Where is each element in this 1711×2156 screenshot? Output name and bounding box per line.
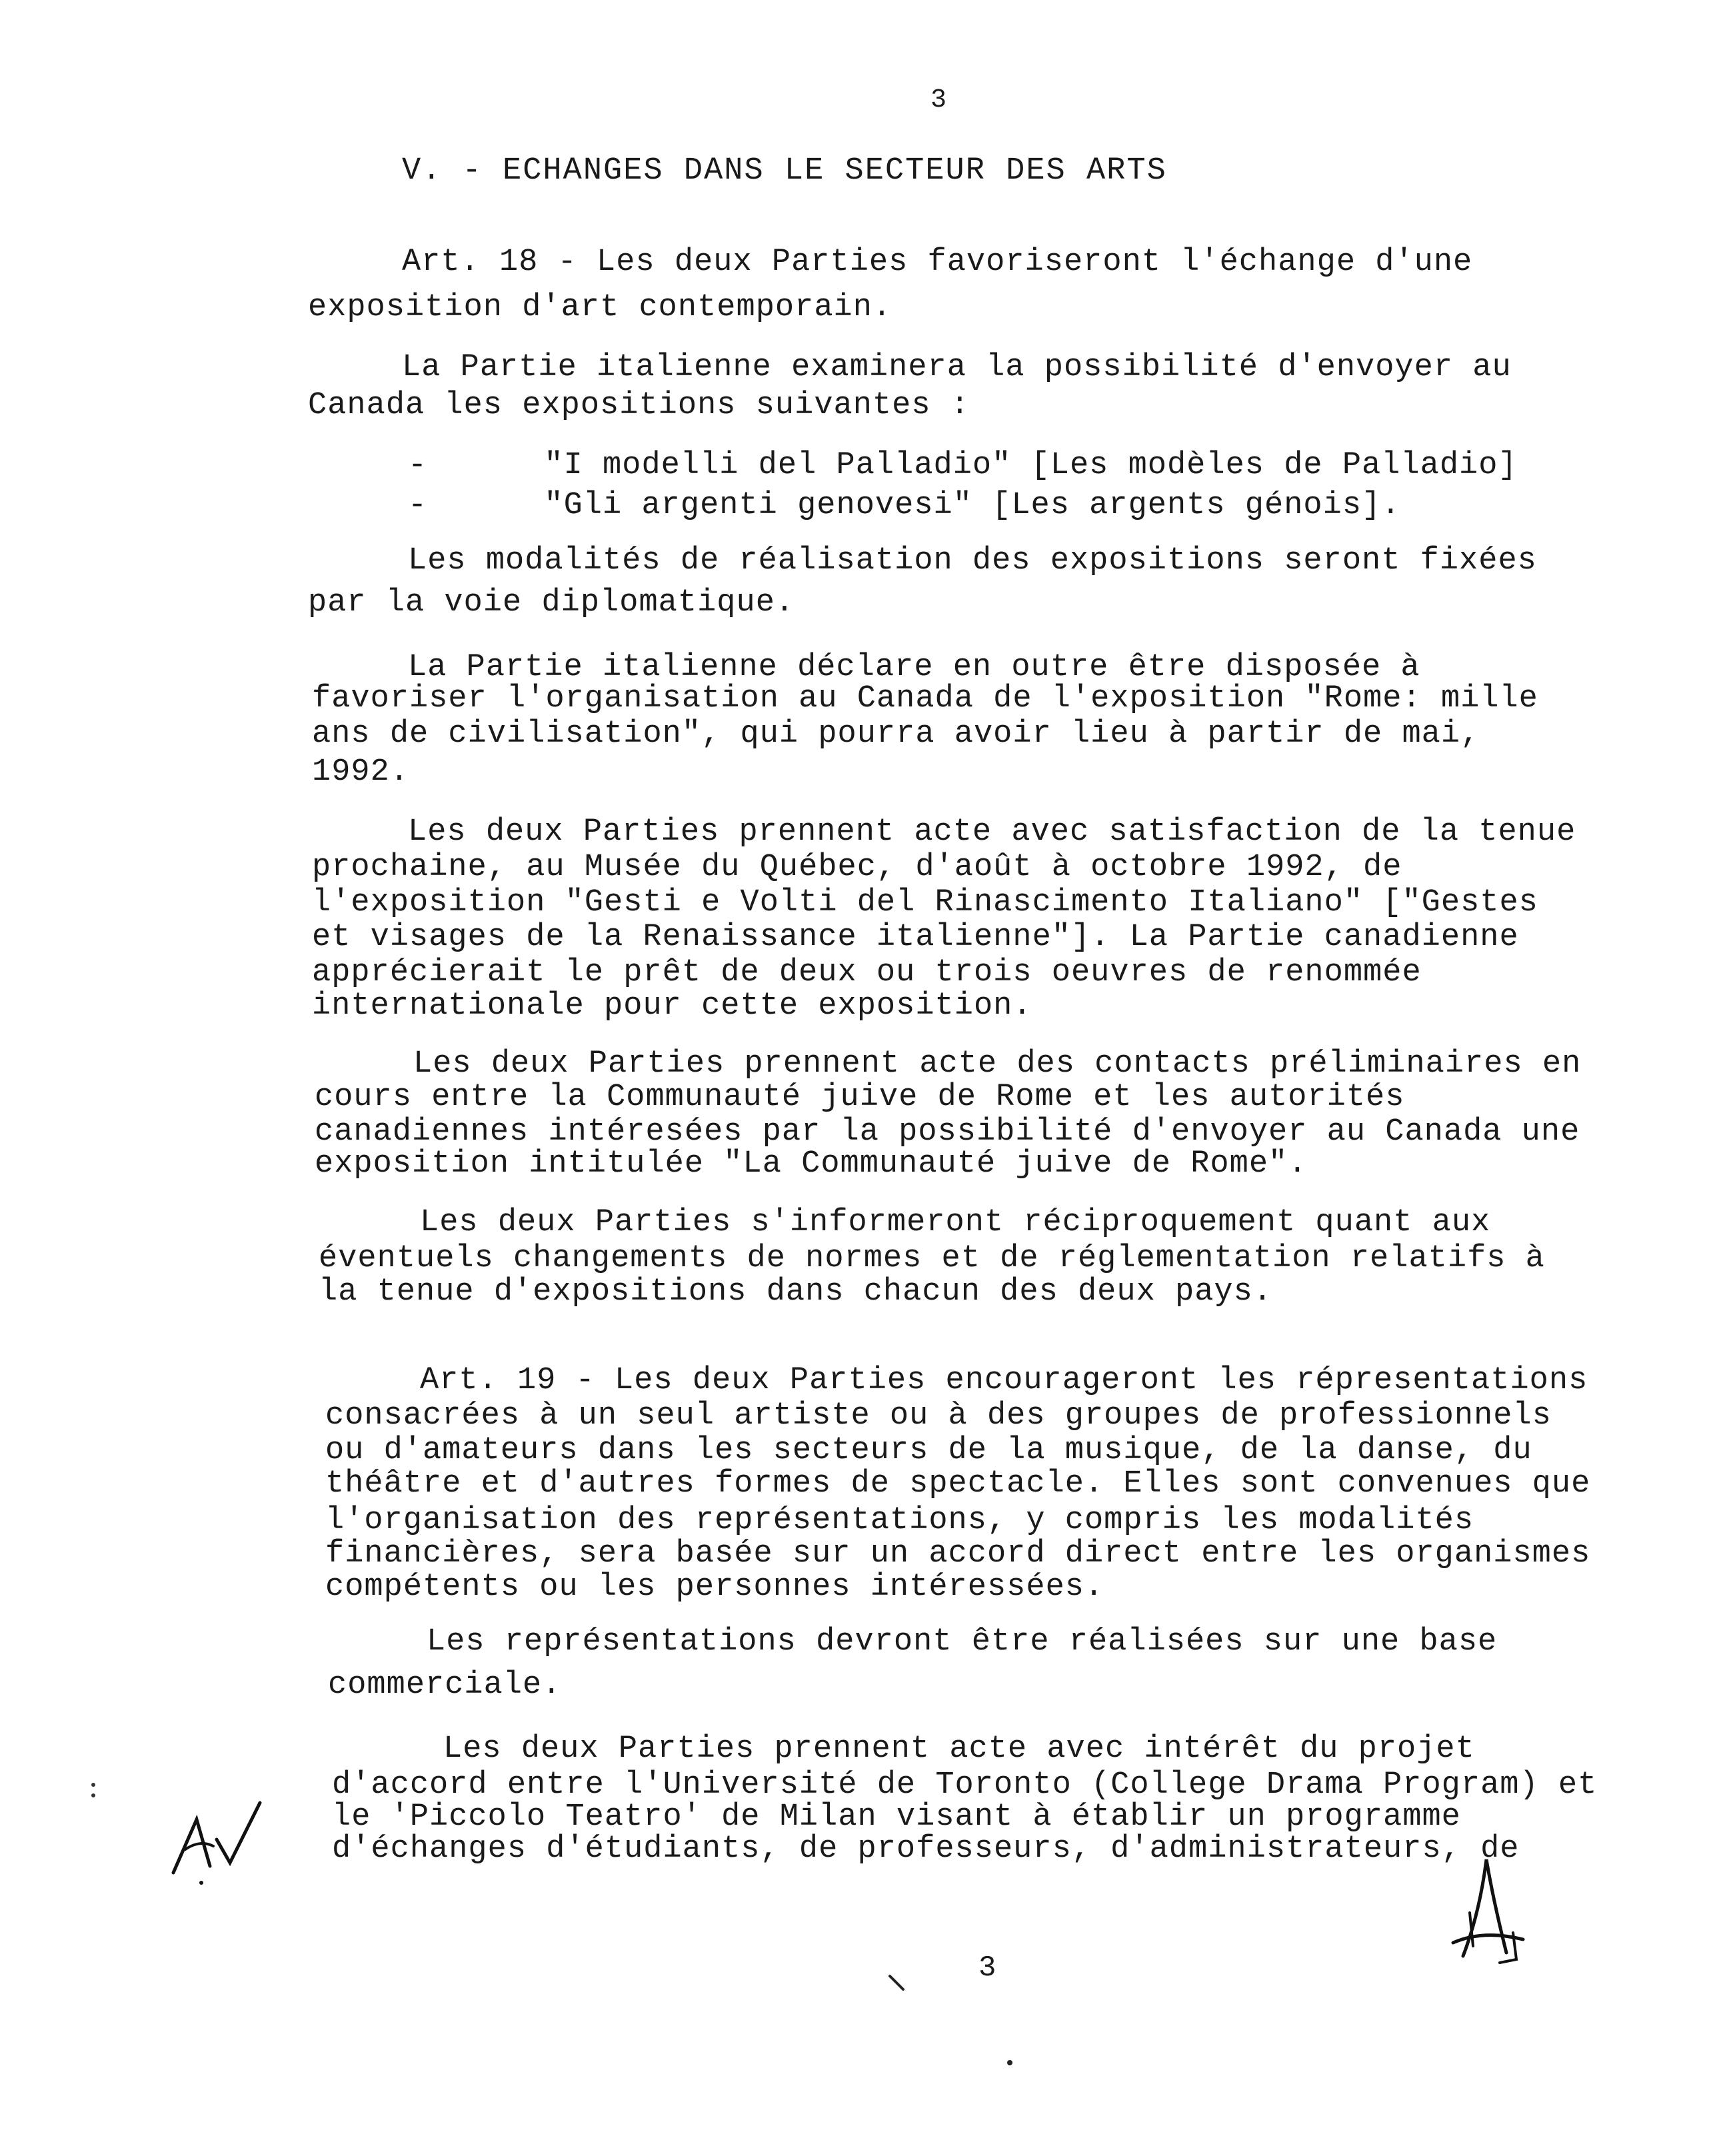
page-number-top: 3 bbox=[930, 85, 947, 115]
paragraph-line: cours entre la Communauté juive de Rome et les autorités bbox=[315, 1080, 1405, 1115]
initials-left-signature bbox=[160, 1793, 273, 1886]
paragraph-line: Canada les expositions suivantes : bbox=[308, 388, 970, 423]
initials-right-signature bbox=[1443, 1853, 1536, 1969]
paragraph-line: canadiennes intéresées par la possibilité d'envoyer au Canada une bbox=[315, 1114, 1580, 1150]
paragraph-line: ans de civilisation", qui pourra avoir lieu à partir de mai, bbox=[312, 716, 1480, 752]
paragraph-line: exposition d'art contemporain. bbox=[308, 290, 892, 325]
paragraph-line: Art. 18 - Les deux Parties favoriseront l'échange d'une bbox=[402, 245, 1473, 280]
paragraph-line: apprécierait le prêt de deux ou trois oeuvres de renommée bbox=[312, 955, 1422, 990]
paragraph-line: l'exposition "Gesti e Volti del Rinascimento Italiano" ["Gestes bbox=[312, 885, 1538, 920]
scan-speck bbox=[87, 1779, 100, 1806]
paragraph-line: exposition intitulée "La Communauté juive de Rome". bbox=[315, 1146, 1308, 1182]
scan-speck bbox=[1003, 2056, 1016, 2069]
paragraph-line: 1992. bbox=[312, 754, 410, 790]
paragraph-line: ou d'amateurs dans les secteurs de la musique, de la danse, du bbox=[325, 1433, 1532, 1468]
paragraph-line: prochaine, au Musée du Québec, d'août à octobre 1992, de bbox=[312, 850, 1402, 885]
paragraph-line: Les deux Parties prennent acte avec intérêt du projet bbox=[443, 1731, 1475, 1767]
paragraph-line: commerciale. bbox=[328, 1667, 562, 1703]
paragraph-line: Les représentations devront être réalisées sur une base bbox=[427, 1624, 1498, 1659]
paragraph-line: l'organisation des représentations, y compris les modalités bbox=[325, 1503, 1474, 1538]
paragraph-line: internationale pour cette exposition. bbox=[312, 988, 1032, 1024]
paragraph-line: la tenue d'expositions dans chacun des deux pays. bbox=[319, 1274, 1273, 1310]
paragraph-line: Les deux Parties s'informeront réciproquement quant aux bbox=[420, 1205, 1491, 1240]
list-item: - "I modelli del Palladio" [Les modèles de Palladio] bbox=[408, 448, 1518, 483]
scan-speck bbox=[886, 1973, 913, 1999]
paragraph-line: Les deux Parties prennent acte des contacts préliminaires en bbox=[413, 1046, 1582, 1082]
paragraph-line: éventuels changements de normes et de réglementation relatifs à bbox=[319, 1241, 1545, 1276]
section-heading: V. - ECHANGES DANS LE SECTEUR DES ARTS bbox=[402, 153, 1167, 189]
paragraph-line: d'échanges d'étudiants, de professeurs, d'administrateurs, de bbox=[332, 1831, 1520, 1867]
list-item: - "Gli argenti genovesi" [Les argents génois]. bbox=[408, 488, 1401, 523]
paragraph-line: compétents ou les personnes intéressées. bbox=[325, 1570, 1104, 1605]
page-number-bottom: 3 bbox=[978, 1951, 996, 1985]
paragraph-line: théâtre et d'autres formes de spectacle. Elles sont convenues que bbox=[325, 1466, 1591, 1502]
paragraph-line: Art. 19 - Les deux Parties encourageront les répresentations bbox=[420, 1363, 1588, 1398]
paragraph-line: favoriser l'organisation au Canada de l'exposition "Rome: mille bbox=[312, 681, 1538, 716]
paragraph-line: Les deux Parties prennent acte avec satisfaction de la tenue bbox=[408, 814, 1576, 850]
paragraph-line: par la voie diplomatique. bbox=[308, 585, 795, 620]
paragraph-line: La Partie italienne déclare en outre être disposée à bbox=[408, 650, 1420, 685]
paragraph-line: et visages de la Renaissance italienne"]. La Partie canadienne bbox=[312, 920, 1519, 955]
paragraph-line: d'accord entre l'Université de Toronto (College Drama Program) et bbox=[332, 1767, 1598, 1803]
paragraph-line: le 'Piccolo Teatro' de Milan visant à établir un programme bbox=[332, 1799, 1461, 1835]
paragraph-line: Les modalités de réalisation des expositions seront fixées bbox=[408, 543, 1537, 578]
paragraph-line: La Partie italienne examinera la possibilité d'envoyer au bbox=[402, 350, 1512, 385]
paragraph-line: consacrées à un seul artiste ou à des groupes de professionnels bbox=[325, 1398, 1552, 1434]
paragraph-line: financières, sera basée sur un accord direct entre les organismes bbox=[325, 1536, 1591, 1572]
